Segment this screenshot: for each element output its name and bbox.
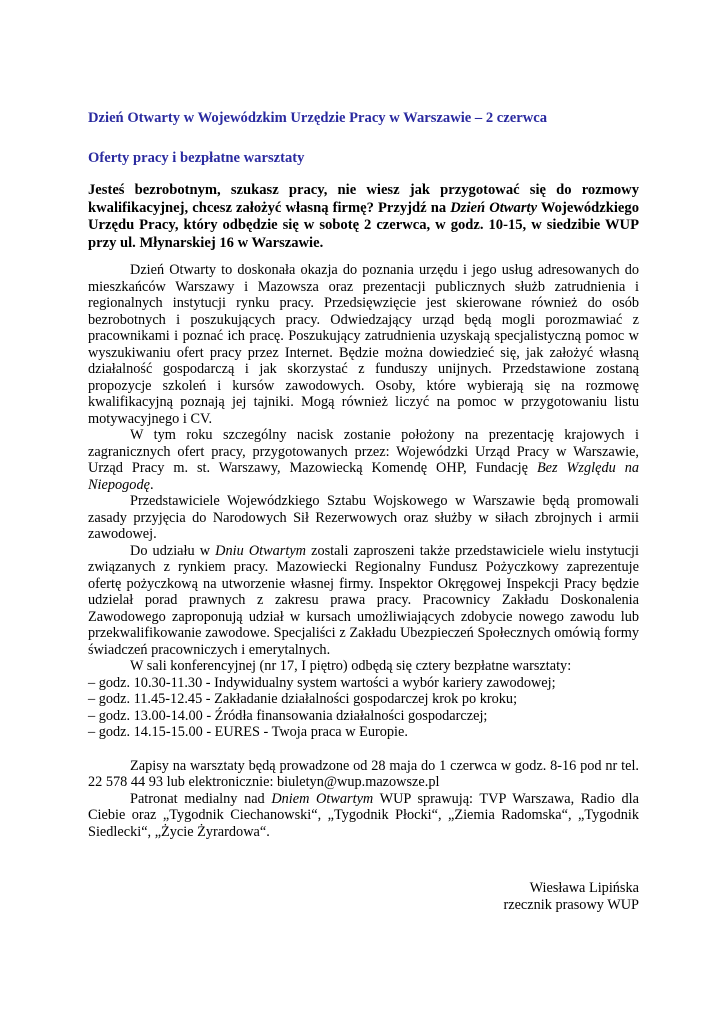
paragraph-2-text: W tym roku szczególny nacisk zostanie położony na prezentację krajowych i zagranicznych ofert pracy, przygotowanych przez: Wojewódzki Urząd Pracy w Warszawie, Urząd Pracy m. st. Warszawy, Mazowiecką Komendę OHP, Fundację	[88, 427, 639, 476]
paragraph-3: Przedstawiciele Wojewódzkiego Sztabu Wojskowego w Warszawie będą promowali zasady przyjęcia do Narodowych Sił Rezerwowych oraz służby w siłach zbrojnych i armii zawodowej.	[88, 493, 639, 542]
signature-role: rzecznik prasowy WUP	[503, 897, 639, 913]
workshop-item: – godz. 13.00-14.00 - Źródła finansowania działalności gospodarczej;	[88, 707, 488, 724]
paragraph-7-start: Patronat medialny nad	[130, 790, 272, 807]
lead-text-2: Wojewódzkiego Urzędu Pracy, który odbędzie się w sobotę 2 czerwca, w godz. 10-15, w siedzibie WUP przy ul. Młynarskiej 16 w Warszawie.	[88, 199, 639, 251]
body-text	[88, 262, 639, 840]
spacer	[88, 741, 639, 758]
workshop-item: – godz. 14.15-15.00 - EURES - Twoja praca w Europie.	[88, 724, 408, 740]
document-title: Dzień Otwarty w Wojewódzkim Urzędzie Pracy w Warszawie – 2 czerwca	[88, 110, 548, 126]
paragraph-2-end: .	[149, 476, 154, 493]
signature-block	[503, 880, 639, 914]
lead-emphasis: Dzień Otwarty	[450, 199, 538, 216]
document-subtitle: Oferty pracy i bezpłatne warsztaty	[88, 150, 305, 166]
paragraph-7	[88, 791, 639, 841]
paragraph-4-start: Do udziału w	[130, 542, 216, 559]
paragraph-2	[88, 427, 639, 493]
paragraph-7-emphasis: Dniem Otwartym	[271, 790, 374, 807]
workshop-item: – godz. 10.30-11.30 - Indywidualny system wartości a wybór kariery zawodowej;	[88, 674, 556, 691]
paragraph-1: Dzień Otwarty to doskonała okazja do poznania urzędu i jego usług adresowanych do mieszkańców Warszawy i Mazowsza oraz prezentacji publicznych służb zatrudnienia i regionalnych instytucji rynku pracy. Przedsięwzięcie jest skierowane również do osób bezrobotnych i poszukujących pracy. Odwiedzający urząd będą mogli porozmawiać z pracownikami i poznać ich pracę. Poszukujący zatrudnienia uzyskają specjalistyczną pomoc w wyszukiwaniu ofert pracy przez Internet. Będzie można dowiedzieć się, jak założyć własną działalność gospodarczą i jak skorzystać z funduszy unijnych. Przedstawione zostaną propozycje szkoleń i kursów zawodowych. Osoby, które wybierają się na rozmowę kwalifikacyjną poznają jej tajniki. Mogą również liczyć na pomoc w przygotowaniu listu motywacyjnego i CV.	[88, 262, 639, 427]
paragraph-6: Zapisy na warsztaty będą prowadzone od 28 maja do 1 czerwca w godz. 8-16 pod nr tel. 22 578 44 93 lub elektronicznie: biuletyn@wup.mazowsze.pl	[88, 757, 639, 790]
paragraph-2-emphasis: Bez Względu na Niepogodę	[88, 460, 639, 493]
paragraph-4-text: zostali zaproszeni także przedstawiciele wielu instytucji związanych z rynkiem pracy. Mazowiecki Regionalny Fundusz Pożyczkowy zaprezentuje ofertę pożyczkową na utworzenie własnej firmy. Inspektor Okręgowej Inspekcji Pracy będzie udzielał porad prawnych z zakresu prawa pracy. Pracownicy Zakładu Doskonalenia Zawodowego zaproponują udział w kursach umożliwiających zdobycie nowego zawodu lub przekwalifikowanie zawodowe. Specjaliści z Zakładu Ubezpieczeń Społecznych omówią formy świadczeń pracowniczych i emerytalnych.	[88, 542, 640, 658]
lead-paragraph	[88, 182, 639, 252]
workshop-item: – godz. 11.45-12.45 - Zakładanie działalności gospodarczej krok po kroku;	[88, 691, 518, 707]
paragraph-5: W sali konferencyjnej (nr 17, I piętro) odbędą się cztery bezpłatne warsztaty:	[130, 658, 572, 674]
workshop-list	[88, 675, 639, 741]
paragraph-4	[88, 543, 639, 659]
paragraph-4-emphasis: Dniu Otwartym	[215, 542, 307, 559]
paragraph-7-text: WUP sprawują: TVP Warszawa, Radio dla Ciebie oraz „Tygodnik Ciechanowski“, „Tygodnik Płocki“, „Ziemia Radomska“, „Tygodnik Siedlecki“, „Życie Żyrardowa“.	[88, 790, 639, 840]
lead-text-1: Jesteś bezrobotnym, szukasz pracy, nie wiesz jak przygotować się do rozmowy kwalifikacyjnej, chcesz założyć własną firmę? Przyjdź na	[88, 182, 639, 216]
signature-name: Wiesława Lipińska	[529, 880, 639, 896]
